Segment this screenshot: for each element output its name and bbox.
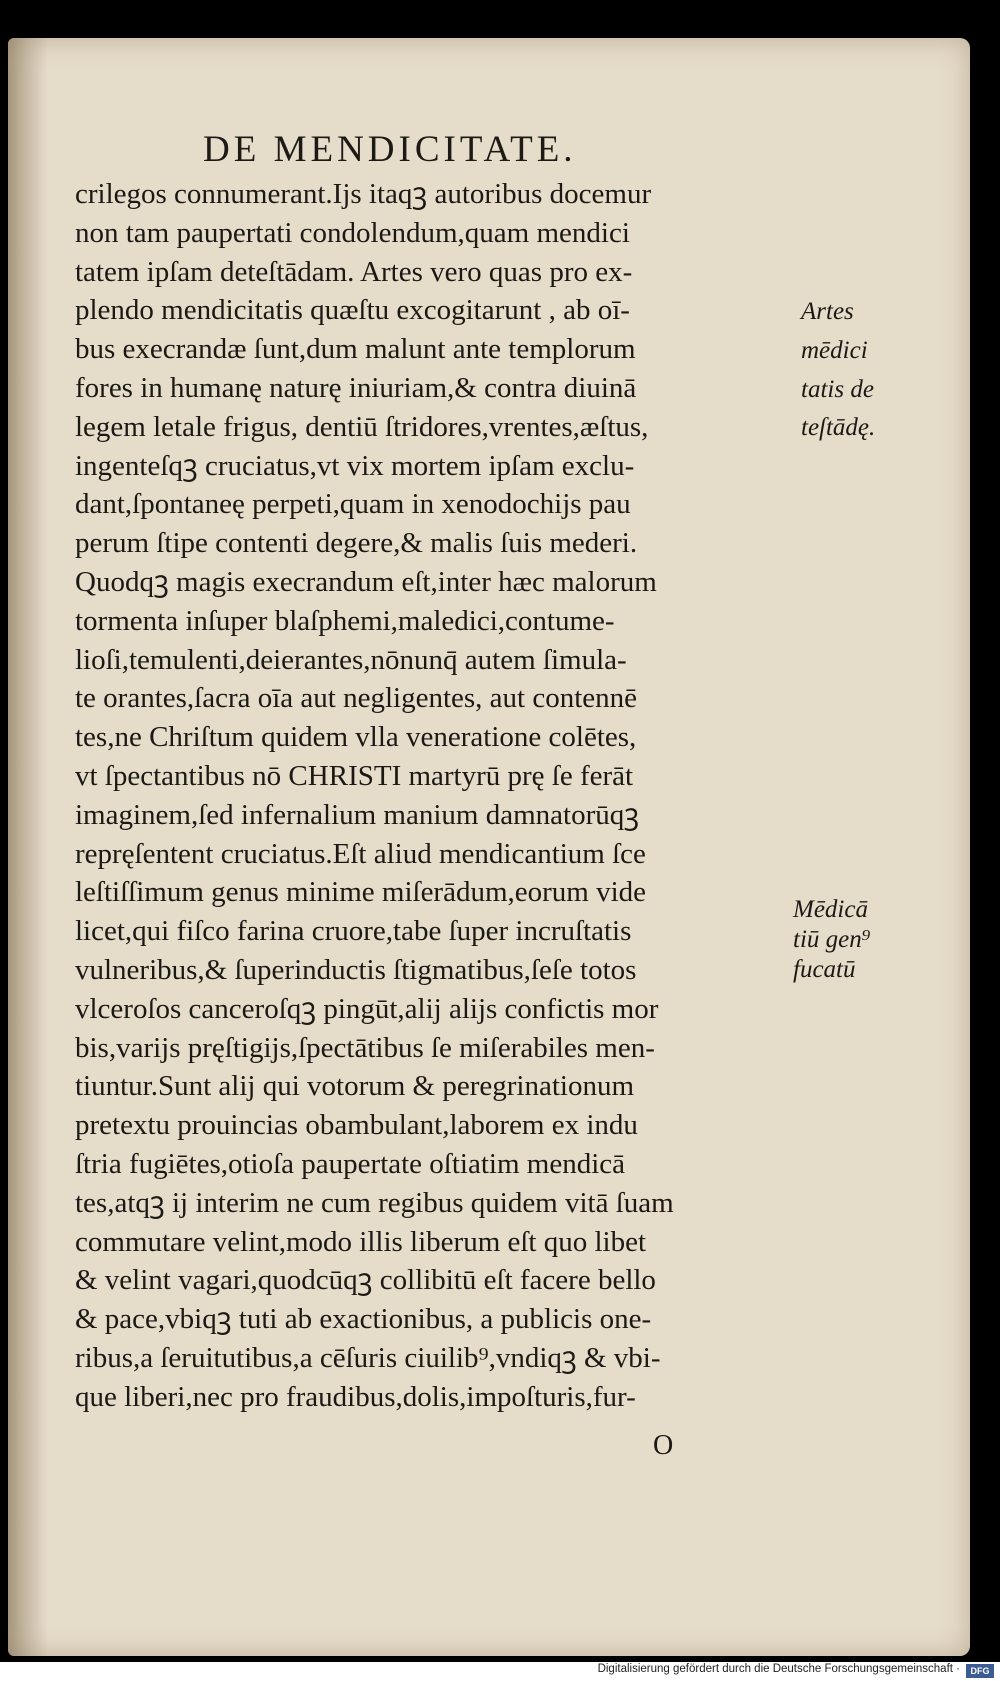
text-line: lioſi,temulenti,deierantes,nōnunq̄ autem ſimula-: [75, 643, 627, 676]
margin-note-line: tiū gen⁹: [793, 926, 871, 953]
margin-note-medicantium: [793, 895, 870, 985]
text-line: leſtiſſimum genus minime miſerādum,eorum vide: [75, 876, 647, 909]
book-page: [8, 38, 970, 1656]
text-line: & pace,vbiqꝫ tuti ab exactionibus, a publicis one-: [75, 1303, 652, 1336]
text-line: Quodqꝫ magis execrandum eſt,inter hæc malorum: [75, 565, 657, 598]
text-line: tes,atqꝫ ij interim ne cum regibus quidem vitā ſuam: [75, 1186, 674, 1219]
funding-credit: Digitalisierung gefördert durch die Deutsche Forschungsgemeinschaft ·: [597, 1663, 960, 1675]
text-line: crilegos connumerant.Iјs itaqꝫ autoribus docemur: [75, 178, 652, 210]
text-line: vulneribus,& ſuperinductis ſtigmatibus,ſeſe totos: [75, 953, 637, 986]
text-line: bis,varijs pręſtigijs,ſpectātibus ſe miſerabiles men-: [75, 1031, 655, 1064]
main-text-block: [75, 175, 795, 1417]
text-line: repręſentent cruciatus.Eſt aliud mendicantium ſce: [75, 837, 646, 870]
text-line: tiuntur.Sunt alij qui votorum & peregrinationum: [75, 1070, 635, 1103]
text-line: ribus,a ſeruitutibus,a cēſuris ciuilib⁹,vndiqꝫ & vbi-: [75, 1341, 661, 1374]
text-line: bus execrandæ ſunt,dum malunt ante templorum: [75, 333, 636, 366]
signature-mark: O: [653, 1430, 674, 1461]
text-line: & velint vagari,quodcūqꝫ collibitū eſt facere bello: [75, 1264, 656, 1297]
dfg-logo: DFG: [966, 1664, 994, 1678]
margin-note-line: Mēdicā: [793, 896, 868, 923]
text-line: dant,ſpontaneę perpeti,quam in xenodochijs pau: [75, 488, 631, 521]
text-line: plendo mendicitatis quæſtu excogitarunt , ab oī-: [75, 294, 630, 327]
text-line: vt ſpectantibus nō CHRISTI martyrū prę ſe ferāt: [75, 759, 634, 792]
running-head: DE MENDICITATE.: [203, 129, 577, 170]
margin-note-artes: [801, 293, 875, 448]
margin-note-line: teſtādę.: [801, 414, 876, 442]
text-line: pretextu prouincias obambulant,laborem ex indu: [75, 1109, 638, 1142]
margin-note-line: mēdici: [801, 336, 868, 364]
text-line: commutare velint,modo illis liberum eſt quo libet: [75, 1225, 647, 1258]
text-line: legem letale frigus, dentiū ſtridores,vrentes,æſtus,: [75, 410, 649, 443]
text-line: perum ſtipe contenti degere,& malis ſuis mederi.: [75, 527, 638, 560]
margin-note-line: Artes: [801, 298, 854, 325]
text-line: fores in humanę naturę iniuriam,& contra diuinā: [75, 371, 637, 404]
text-line: tatem ipſam deteſtādam. Artes vero quas pro ex-: [75, 255, 633, 288]
text-line: vlceroſos canceroſqꝫ pingūt,alij alijs confictis mor: [75, 992, 659, 1025]
margin-note-line: fucatū: [793, 956, 856, 983]
text-line: ingenteſqꝫ cruciatus,vt vix mortem ipſam exclu-: [75, 449, 635, 482]
digitization-footer: [0, 1662, 1000, 1681]
text-line: tes,ne Chriſtum quidem vlla veneratione colētes,: [75, 721, 637, 754]
margin-note-line: tatis de: [801, 375, 874, 403]
text-line: te orantes,ſacra oīa aut negligentes, aut contennē: [75, 682, 638, 715]
text-line: non tam paupertati condolendum,quam mendici: [75, 216, 630, 249]
text-line: tormenta inſuper blaſphemi,maledici,contume-: [75, 604, 615, 637]
text-line: ſtria fugiētes,otioſa paupertate oſtiatim mendicā: [75, 1147, 625, 1180]
text-line: que liberi,nec pro fraudibus,dolis,impoſturis,fur-: [75, 1380, 636, 1413]
text-line: imaginem,ſed infernalium manium damnatorūqꝫ: [75, 798, 640, 831]
text-line: licet,qui fiſco farina cruore,tabe ſuper incruſtatis: [75, 915, 632, 948]
